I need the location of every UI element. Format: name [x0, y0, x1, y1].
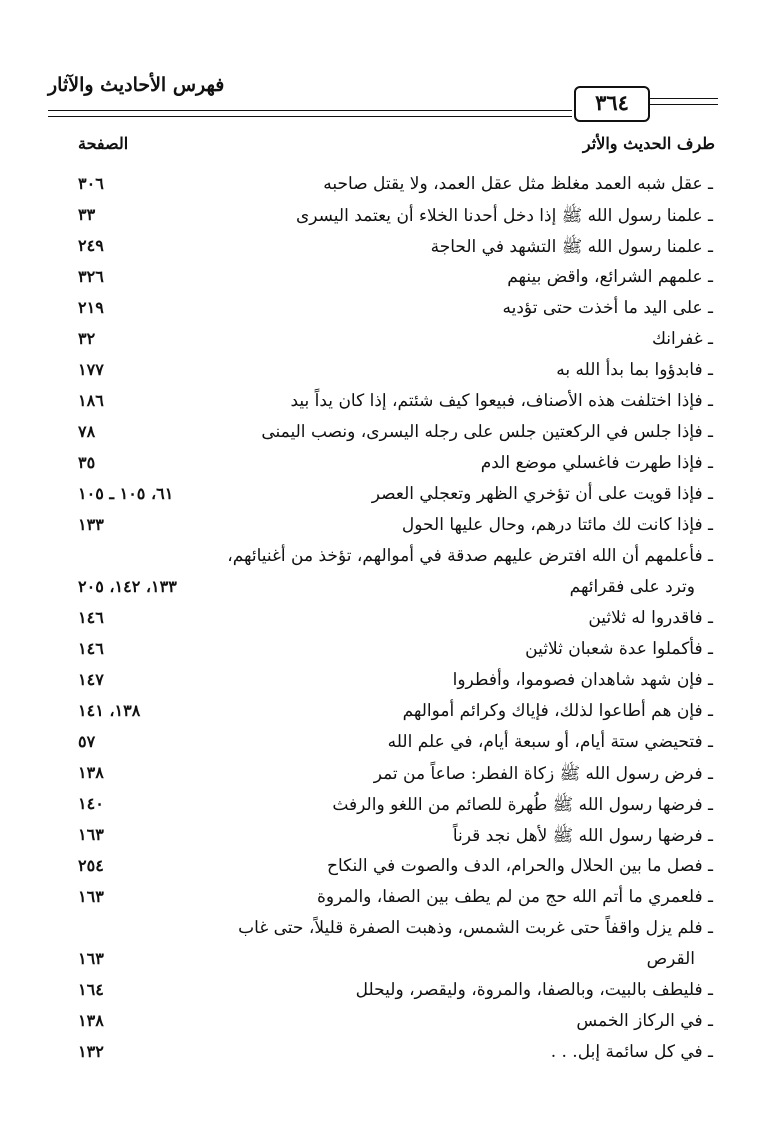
entry-pages: ١٤٦ — [78, 639, 104, 658]
entry-pages: ٦١، ١٠٥ ـ ١٠٥ — [78, 484, 174, 503]
entry-text-continuation: القرص — [646, 949, 695, 969]
index-entry — [0, 792, 763, 823]
entry-pages: ٥٧ — [78, 732, 96, 751]
index-entry — [0, 482, 763, 513]
entry-text: ـ غفرانك — [651, 329, 713, 349]
index-entry — [0, 637, 763, 668]
entry-pages: ١٦٣ — [78, 825, 104, 844]
index-entry — [0, 1040, 763, 1071]
index-entry — [0, 885, 763, 916]
entry-text: ـ فلعمري ما أتم الله حج من لم يطف بين الصفا، والمروة — [316, 887, 713, 907]
column-header-topic: طرف الحديث والأثر — [582, 134, 715, 153]
entry-pages: ١٦٤ — [78, 980, 104, 999]
index-entry — [0, 327, 763, 358]
entry-pages: ١٣٣، ١٤٢، ٢٠٥ — [78, 577, 177, 596]
header-rule — [650, 104, 718, 105]
entry-pages: ٣٣ — [78, 205, 96, 224]
entry-pages: ٢٥٤ — [78, 856, 104, 875]
index-entry — [0, 265, 763, 296]
entry-pages: ١٧٧ — [78, 360, 104, 379]
index-entry — [0, 699, 763, 730]
page-number: ٣٦٤ — [574, 86, 650, 122]
entry-text: ـ في الركاز الخمس — [576, 1011, 713, 1031]
index-entry — [0, 296, 763, 327]
index-entry — [0, 823, 763, 854]
entry-pages: ٧٨ — [78, 422, 96, 441]
entry-pages: ٣٢ — [78, 329, 96, 348]
entry-pages: ١٦٣ — [78, 887, 104, 906]
entry-pages: ٣٠٦ — [78, 174, 104, 193]
entry-text: ـ فإن هم أطاعوا لذلك، فإياك وكرائم أموالهم — [402, 701, 713, 721]
header-rule — [48, 110, 572, 111]
index-entry — [0, 544, 763, 606]
entry-text: ـ في كل سائمة إبل. . . — [550, 1042, 713, 1062]
index-entry — [0, 389, 763, 420]
entry-text: ـ علمنا رسول الله ﷺ التشهد في الحاجة — [430, 237, 713, 257]
index-entry — [0, 761, 763, 792]
index-entry — [0, 358, 763, 389]
entry-text: ـ فرضها رسول الله ﷺ لأهل نجد قرناً — [452, 826, 713, 846]
running-header-title: فهرس الأحاديث والآثار — [48, 74, 225, 96]
entry-pages: ١٣٨ — [78, 1011, 104, 1030]
index-entries — [0, 172, 763, 1071]
entry-pages: ١٣٨ — [78, 763, 104, 782]
index-entry — [0, 234, 763, 265]
index-entry — [0, 730, 763, 761]
entry-text: ـ فأعلمهم أن الله افترض عليهم صدقة في أموالهم، تؤخذ من أغنيائهم، — [227, 546, 713, 566]
entry-text: ـ فرض رسول الله ﷺ زكاة الفطر: صاعاً من تمر — [373, 764, 713, 784]
entry-text: ـ فإذا طهرت فاغسلي موضع الدم — [480, 453, 713, 473]
entry-text: ـ فتحيضي ستة أيام، أو سبعة أيام، في علم الله — [387, 732, 713, 752]
entry-text: ـ فاقدروا له ثلاثين — [588, 608, 713, 628]
index-entry — [0, 451, 763, 482]
entry-text: ـ علمهم الشرائع، واقض بينهم — [507, 267, 713, 287]
entry-text: ـ فرضها رسول الله ﷺ طُهرة للصائم من اللغو والرفث — [332, 795, 713, 815]
entry-text: ـ علمنا رسول الله ﷺ إذا دخل أحدنا الخلاء أن يعتمد اليسرى — [295, 206, 713, 226]
entry-text: ـ عقل شبه العمد مغلظ مثل عقل العمد، ولا يقتل صاحبه — [323, 174, 713, 194]
entry-pages: ١٨٦ — [78, 391, 104, 410]
entry-text: ـ فإذا جلس في الركعتين جلس على رجله اليسرى، ونصب اليمنى — [261, 422, 713, 442]
entry-pages: ٣٥ — [78, 453, 96, 472]
entry-text: ـ فإن شهد شاهدان فصوموا، وأفطروا — [452, 670, 713, 690]
column-header-page: الصفحة — [78, 134, 129, 153]
entry-pages: ١٣٣ — [78, 515, 104, 534]
entry-pages: ٢٤٩ — [78, 236, 104, 255]
index-entry — [0, 203, 763, 234]
entry-pages: ١٦٣ — [78, 949, 104, 968]
entry-pages: ١٤٧ — [78, 670, 104, 689]
entry-text: ـ فإذا قويت على أن تؤخري الظهر وتعجلي العصر — [371, 484, 713, 504]
entry-text: ـ فإذا كانت لك مائتا درهم، وحال عليها الحول — [401, 515, 713, 535]
entry-text-continuation: وترد على فقرائهم — [569, 577, 695, 597]
entry-text: ـ على اليد ما أخذت حتى تؤديه — [502, 298, 713, 318]
index-entry — [0, 978, 763, 1009]
entry-text: ـ فابدؤوا بما بدأ الله به — [556, 360, 713, 380]
index-entry — [0, 606, 763, 637]
entry-text: ـ فإذا اختلفت هذه الأصناف، فبيعوا كيف شئتم، إذا كان يداً بيد — [290, 391, 713, 411]
entry-text: ـ فصل ما بين الحلال والحرام، الدف والصوت في النكاح — [327, 856, 713, 876]
index-entry — [0, 916, 763, 978]
index-entry — [0, 1009, 763, 1040]
index-entry — [0, 668, 763, 699]
entry-text: ـ فلم يزل واقفاً حتى غربت الشمس، وذهبت الصفرة قليلاً، حتى غاب — [238, 918, 713, 938]
entry-text: ـ فأكملوا عدة شعبان ثلاثين — [525, 639, 713, 659]
index-entry — [0, 854, 763, 885]
entry-pages: ١٤٦ — [78, 608, 104, 627]
entry-pages: ١٣٢ — [78, 1042, 104, 1061]
index-entry — [0, 172, 763, 203]
index-entry — [0, 420, 763, 451]
header-rule — [48, 116, 572, 117]
entry-pages: ٢١٩ — [78, 298, 104, 317]
entry-text: ـ فليطف بالبيت، وبالصفا، والمروة، وليقصر، وليحلل — [355, 980, 713, 1000]
index-entry — [0, 513, 763, 544]
entry-pages: ١٣٨، ١٤١ — [78, 701, 141, 720]
header-rule — [650, 98, 718, 99]
entry-pages: ١٤٠ — [78, 794, 104, 813]
entry-pages: ٣٢٦ — [78, 267, 104, 286]
